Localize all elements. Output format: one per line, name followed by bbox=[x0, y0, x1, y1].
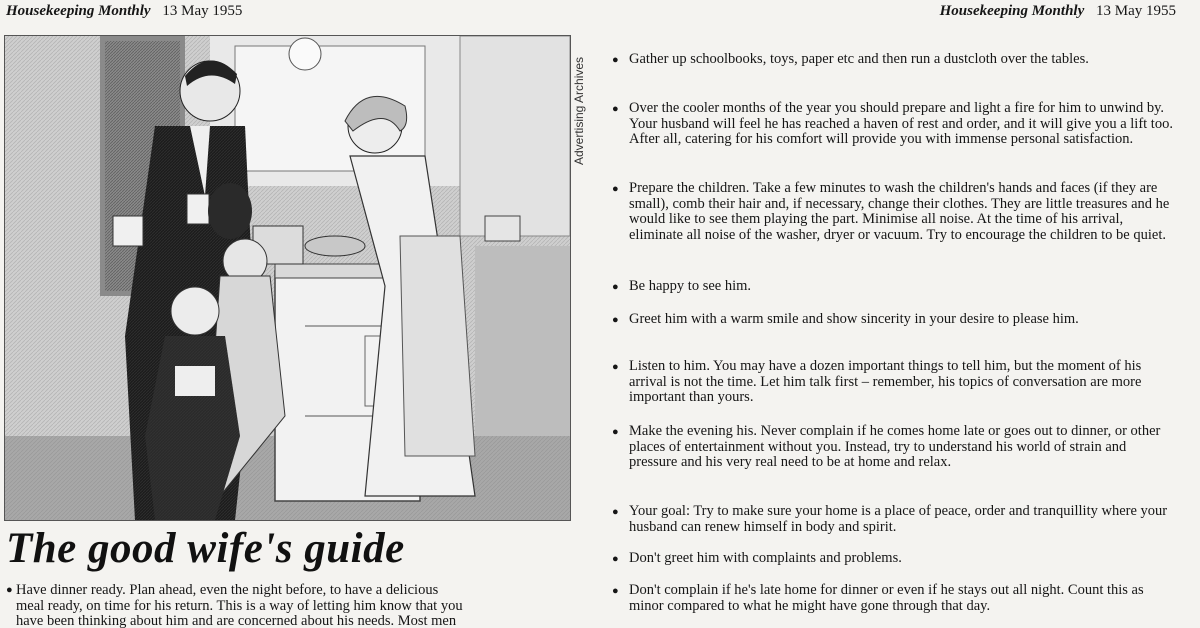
list-item-text: Your goal: Try to make sure your home is a place of peace, order and tranquillity where your husband can renew himself in body and spirit. bbox=[629, 503, 1168, 535]
list-item-text: Prepare the children. Take a few minutes to wash the children's hands and faces (if they are small), comb their hair and, if necessary, change their clothes. They are little treasures and he would like to see them playing the part. Minimise all noise. At the time of his arrival, eliminate all noise of the washer, dryer or vacuum. Try to encourage the children to be quiet. bbox=[629, 180, 1170, 243]
list-item bbox=[612, 279, 1177, 296]
list-item bbox=[612, 181, 1177, 243]
bullet-icon: ● bbox=[612, 361, 619, 373]
list-item-text: Be happy to see him. bbox=[629, 278, 752, 294]
list-item-text: Don't greet him with complaints and problems. bbox=[629, 550, 902, 566]
bullet-icon: ● bbox=[612, 426, 619, 438]
bullet-icon: ● bbox=[612, 585, 619, 597]
image-credit: Advertising Archives bbox=[572, 56, 586, 165]
list-item-text: Gather up schoolbooks, toys, paper etc and then run a dustcloth over the tables. bbox=[629, 51, 1089, 67]
bullet-icon: ● bbox=[612, 553, 619, 565]
list-item bbox=[612, 504, 1177, 535]
list-item bbox=[612, 551, 1177, 568]
bullet-icon: ● bbox=[6, 584, 13, 596]
list-item bbox=[612, 583, 1177, 614]
bullet-icon: ● bbox=[612, 103, 619, 115]
left-line-text: meal ready, on time for his return. This is a way of letting him know that you bbox=[16, 597, 463, 614]
masthead-right bbox=[940, 3, 1176, 20]
bullet-icon: ● bbox=[612, 281, 619, 293]
list-item-text: Over the cooler months of the year you should prepare and light a fire for him to unwind by. Your husband will feel he has reached a haven of rest and order, and it will give you a lift too. After all, catering for his comfort will provide you with immense personal satisfaction. bbox=[629, 100, 1173, 148]
article-headline: The good wife's guide bbox=[6, 525, 405, 572]
bullet-icon: ● bbox=[612, 183, 619, 195]
left-line bbox=[6, 583, 581, 599]
list-item-text: Greet him with a warm smile and show sincerity in your desire to please him. bbox=[629, 311, 1079, 327]
left-line-text: have been thinking about him and are concerned about his needs. Most men bbox=[16, 613, 457, 628]
left-line bbox=[6, 614, 581, 628]
list-item bbox=[612, 52, 1177, 69]
list-item bbox=[612, 101, 1177, 148]
left-line-text: Have dinner ready. Plan ahead, even the night before, to have a delicious bbox=[16, 582, 439, 598]
list-item-text: Don't complain if he's late home for dinner or even if he stays out all night. Count this as minor compared to what he might have gone through that day. bbox=[629, 582, 1144, 614]
masthead-left bbox=[6, 3, 242, 20]
left-line bbox=[6, 599, 581, 615]
kitchen-family-illustration bbox=[4, 35, 571, 521]
left-column-text bbox=[6, 583, 581, 628]
bullet-icon: ● bbox=[612, 506, 619, 518]
list-item-text: Listen to him. You may have a dozen important things to tell him, but the moment of his arrival is not the time. Let him talk first – remember, his topics of conversation are more important than yours. bbox=[629, 358, 1142, 406]
list-item-text: Make the evening his. Never complain if he comes home late or goes out to dinner, or other places of entertainment without you. Instead, try to understand his world of strain and pressure and his very real need to be at home and relax. bbox=[629, 423, 1161, 471]
publication-name: Housekeeping Monthly bbox=[6, 3, 151, 19]
publication-name: Housekeeping Monthly bbox=[939, 3, 1085, 19]
list-item bbox=[612, 424, 1177, 471]
bullet-icon: ● bbox=[612, 54, 619, 66]
illustration-graphic bbox=[5, 36, 570, 520]
bullet-icon: ● bbox=[612, 314, 619, 326]
list-item bbox=[612, 312, 1177, 329]
publication-date: 13 May 1955 bbox=[162, 3, 243, 19]
list-item bbox=[612, 359, 1177, 406]
publication-date: 13 May 1955 bbox=[1096, 3, 1176, 19]
